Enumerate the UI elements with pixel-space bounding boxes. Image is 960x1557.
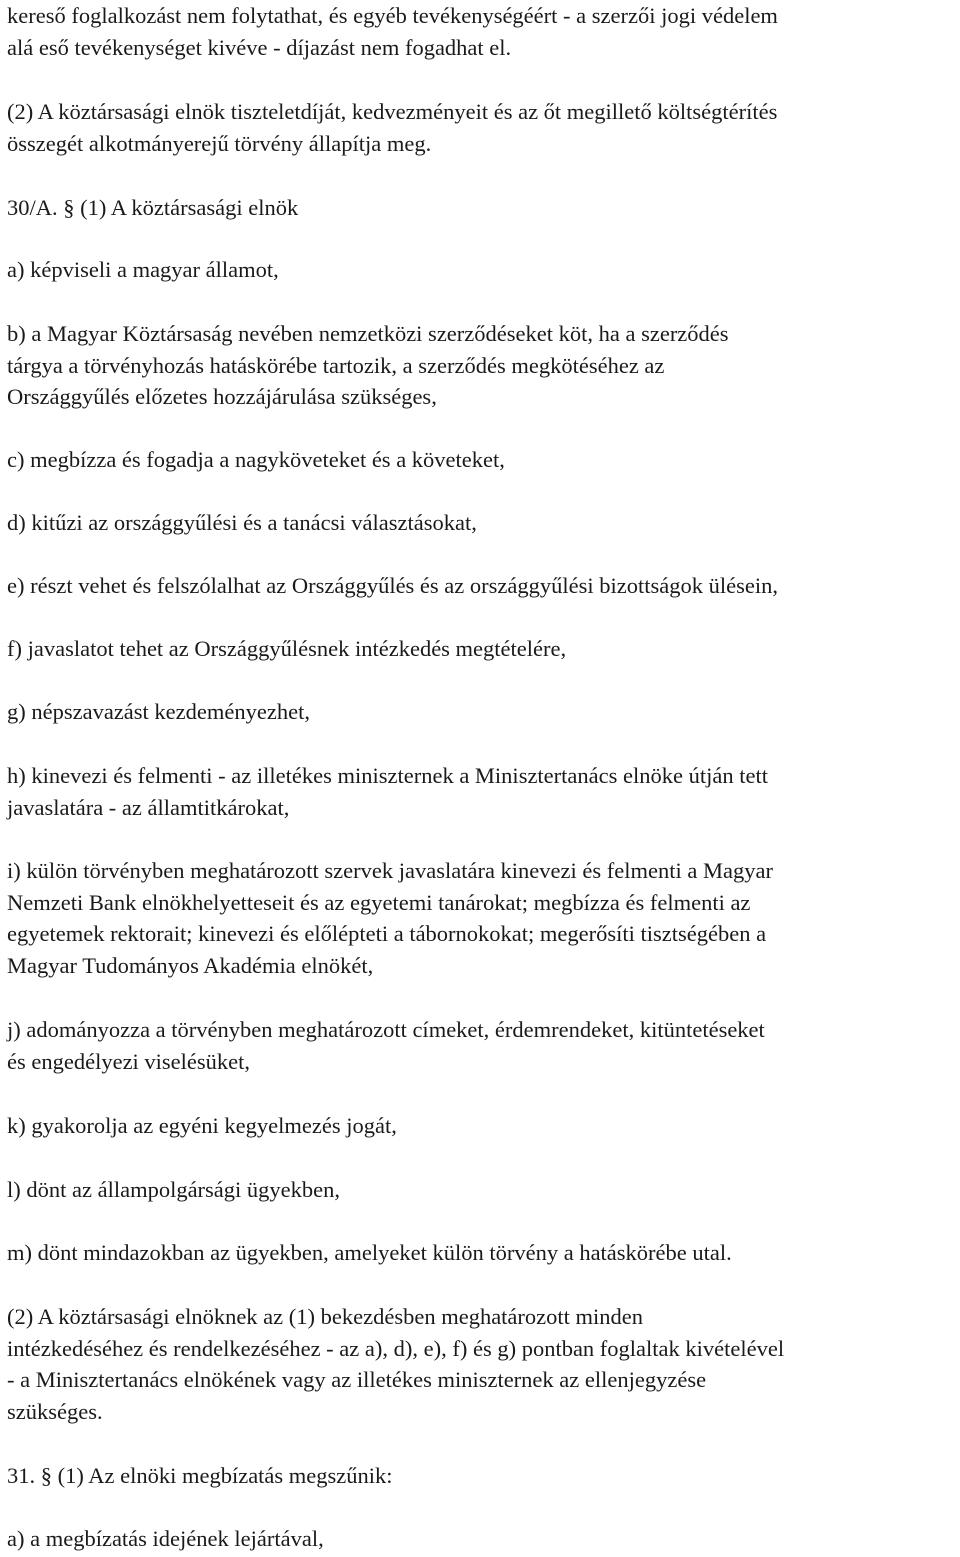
- list-item-g: [7, 696, 957, 728]
- paragraph-29-2: [7, 96, 957, 159]
- list-item-e: [7, 570, 957, 602]
- text-line: a) a megbízatás idejének lejártával,: [7, 1526, 324, 1551]
- text-line: (2) A köztársasági elnöknek az (1) bekezdésben meghatározott minden: [7, 1304, 644, 1329]
- list-item-h: [7, 760, 957, 823]
- list-item-l: [7, 1174, 957, 1206]
- text-line: f) javaslatot tehet az Országgyűlésnek intézkedés megtételére,: [7, 636, 567, 661]
- text-line: l) dönt az állampolgársági ügyekben,: [7, 1177, 341, 1202]
- paragraph-30a-2: [7, 1301, 957, 1427]
- text-line: b) a Magyar Köztársaság nevében nemzetközi szerződéseket köt, ha a szerződés: [7, 321, 729, 346]
- text-line: szükséges.: [7, 1398, 103, 1424]
- text-line: tárgya a törvényhozás hatáskörébe tartozik, a szerződés megkötéséhez az: [7, 352, 665, 378]
- list-item-j: [7, 1014, 957, 1077]
- text-line: javaslatára - az államtitkárokat,: [7, 794, 290, 820]
- text-line: Országgyűlés előzetes hozzájárulása szükséges,: [7, 384, 437, 410]
- text-line: alá eső tevékenységet kivéve - díjazást nem fogadhat el.: [7, 34, 512, 60]
- list-item-b: [7, 318, 957, 413]
- text-line: összegét alkotmányerejű törvény állapítja meg.: [7, 130, 432, 156]
- text-line: e) részt vehet és felszólalhat az Országgyűlés és az országgyűlési bizottságok ülésein,: [7, 573, 778, 598]
- list-item-d: [7, 507, 957, 539]
- list-item-m: [7, 1237, 957, 1269]
- list-item-f: [7, 633, 957, 665]
- text-line: k) gyakorolja az egyéni kegyelmezés jogát,: [7, 1113, 397, 1138]
- text-line: Magyar Tudományos Akadémia elnökét,: [7, 952, 374, 978]
- text-line: m) dönt mindazokban az ügyekben, amelyeket külön törvény a hatáskörébe utal.: [7, 1240, 732, 1265]
- text-line: 31. § (1) Az elnöki megbízatás megszűnik:: [7, 1463, 393, 1488]
- text-line: Nemzeti Bank elnökhelyetteseit és az egyetemi tanárokat; megbízza és felmenti az: [7, 889, 751, 915]
- paragraph-continuation: [7, 0, 957, 63]
- text-line: - a Minisztertanács elnökének vagy az illetékes miniszternek az ellenjegyzése: [7, 1367, 707, 1393]
- text-line: és engedélyezi viselésüket,: [7, 1048, 251, 1074]
- text-line: j) adományozza a törvényben meghatározott címeket, érdemrendeket, kitüntetéseket: [7, 1017, 765, 1042]
- text-line: g) népszavazást kezdeményezhet,: [7, 699, 310, 724]
- text-line: a) képviseli a magyar államot,: [7, 257, 279, 282]
- text-line: egyetemek rektorait; kinevezi és előlépteti a tábornokokat; megerősíti tisztségében a: [7, 921, 767, 947]
- list-item-c: [7, 444, 957, 476]
- list-item-31-a: [7, 1523, 957, 1555]
- text-line: kereső foglalkozást nem folytathat, és egyéb tevékenységéért - a szerzői jogi védelem: [7, 3, 778, 28]
- text-line: 30/A. § (1) A köztársasági elnök: [7, 195, 299, 220]
- text-line: (2) A köztársasági elnök tiszteletdíját, kedvezményeit és az őt megillető költségtérítés: [7, 99, 778, 124]
- list-item-i: [7, 855, 957, 981]
- text-line: c) megbízza és fogadja a nagyköveteket és a követeket,: [7, 447, 505, 472]
- text-line: h) kinevezi és felmenti - az illetékes miniszternek a Minisztertanács elnöke útján tett: [7, 763, 768, 788]
- list-item-a: [7, 254, 957, 286]
- text-line: intézkedéséhez és rendelkezéséhez - az a), d), e), f) és g) pontban foglaltak kivételével: [7, 1335, 785, 1361]
- section-heading-30a: [7, 192, 957, 224]
- text-line: d) kitűzi az országgyűlési és a tanácsi választásokat,: [7, 510, 477, 535]
- text-line: i) külön törvényben meghatározott szervek javaslatára kinevezi és felmenti a Magyar: [7, 858, 773, 883]
- list-item-k: [7, 1110, 957, 1142]
- section-heading-31: [7, 1460, 957, 1492]
